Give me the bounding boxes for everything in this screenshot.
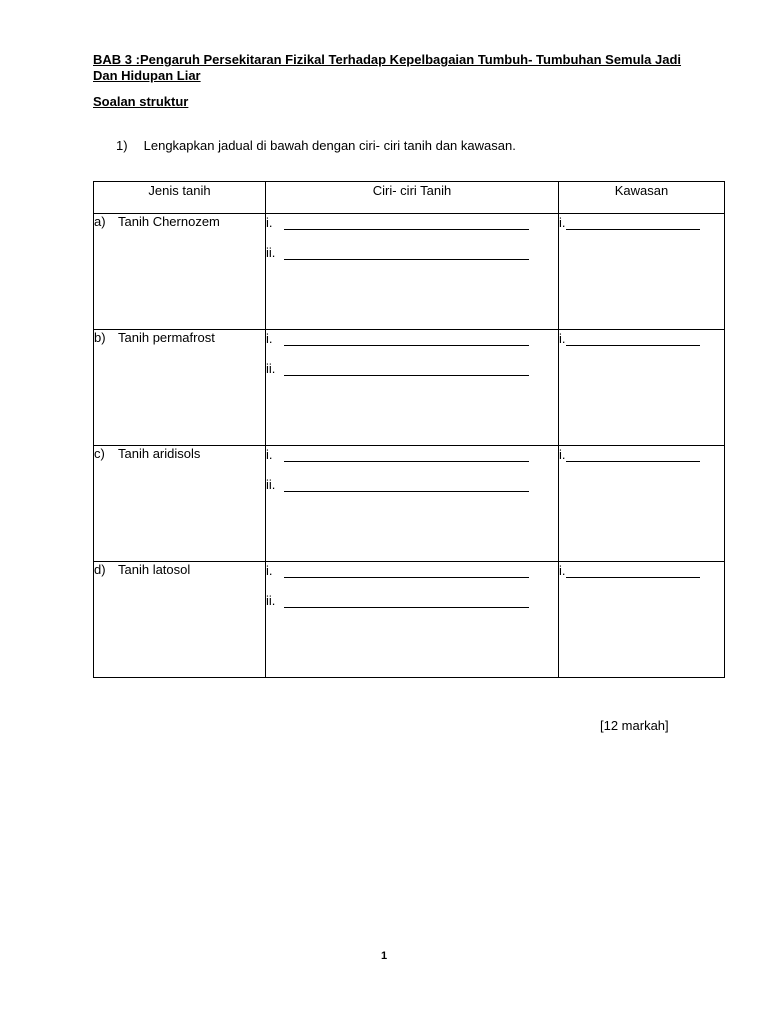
answer-blank[interactable] [284,247,529,260]
item-numeral: ii. [266,361,276,376]
area-cell [559,330,725,446]
header-soil-type: Jenis tanih [94,182,266,214]
characteristics-cell [266,562,559,678]
soil-name: Tanih permafrost [118,330,215,345]
row-letter: c) [94,446,105,461]
characteristics-cell [266,446,559,562]
item-numeral: ii. [266,593,276,608]
soil-name-cell [94,214,266,330]
header-area: Kawasan [559,182,725,214]
answer-blank[interactable] [566,217,700,230]
worksheet-title: BAB 3 :Pengaruh Persekitaran Fizikal Terhadap Kepelbagaian Tumbuh- Tumbuhan Semula Jadi Dan Hidupan Liar [93,52,682,83]
soil-name: Tanih aridisols [118,446,201,461]
total-marks: [12 markah] [600,718,669,733]
area-cell [559,446,725,562]
area-cell [559,214,725,330]
answer-blank[interactable] [284,333,529,346]
answer-blank[interactable] [566,333,700,346]
answer-blank[interactable] [566,565,700,578]
table-header-row [94,182,725,214]
section-heading: Soalan struktur [93,94,189,109]
item-numeral: i. [559,331,566,346]
soil-name: Tanih Chernozem [118,214,220,229]
item-numeral: i. [559,447,566,462]
question-text: Lengkapkan jadual di bawah dengan ciri- ciri tanih dan kawasan. [143,138,516,153]
table-row [94,562,725,678]
answer-blank[interactable] [284,565,529,578]
item-numeral: i. [266,447,273,462]
item-numeral: i. [559,215,566,230]
soil-name-cell [94,562,266,678]
soil-table [93,181,725,678]
row-letter: b) [94,330,106,345]
table-row [94,330,725,446]
answer-blank[interactable] [284,479,529,492]
answer-blank[interactable] [284,217,529,230]
question-1 [116,138,516,153]
item-numeral: i. [266,215,273,230]
page-number: 1 [380,950,388,962]
characteristics-cell [266,214,559,330]
question-number: 1) [116,138,128,153]
table-row [94,446,725,562]
item-numeral: i. [266,331,273,346]
answer-blank[interactable] [284,363,529,376]
item-numeral: i. [266,563,273,578]
answer-blank[interactable] [284,449,529,462]
characteristics-cell [266,330,559,446]
row-letter: a) [94,214,106,229]
soil-name-cell [94,446,266,562]
item-numeral: i. [559,563,566,578]
row-letter: d) [94,562,106,577]
soil-name: Tanih latosol [118,562,191,577]
area-cell [559,562,725,678]
item-numeral: ii. [266,477,276,492]
item-numeral: ii. [266,245,276,260]
header-characteristics: Ciri- ciri Tanih [266,182,559,214]
answer-blank[interactable] [284,595,529,608]
answer-blank[interactable] [566,449,700,462]
soil-name-cell [94,330,266,446]
table-row [94,214,725,330]
